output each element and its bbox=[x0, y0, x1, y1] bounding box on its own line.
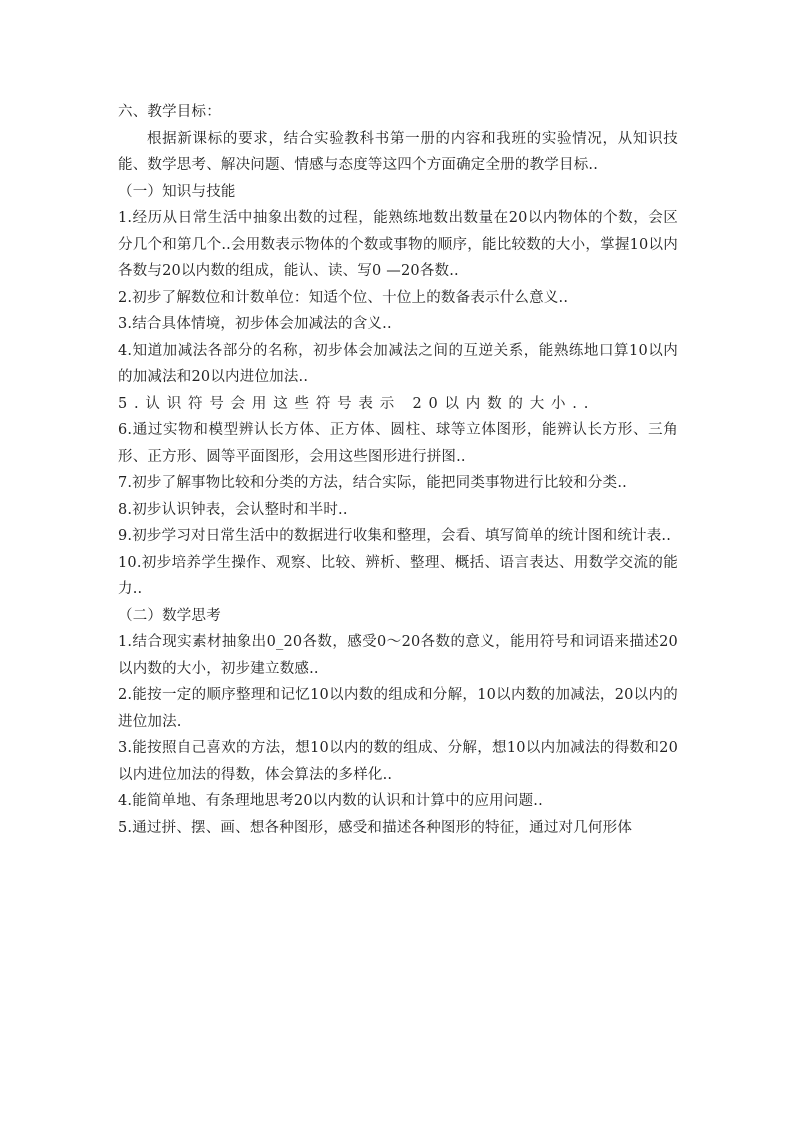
list-item: 4.能简单地、有条理地思考20以内数的认识和计算中的应用问题.. bbox=[118, 793, 543, 809]
document-body bbox=[118, 99, 678, 841]
list-item: 7.初步了解事物比较和分类的方法，结合实际，能把同类事物进行比较和分类.. bbox=[118, 475, 627, 491]
list-item: 10.初步培养学生操作、观察、比较、辨析、整理、概括、语言表达、用数学交流的能力.. bbox=[118, 554, 678, 597]
list-item: 1.结合现实素材抽象出0_20各数，感受0～20各数的意义，能用符号和词语来描述20以内数的大小，初步建立数感.. bbox=[118, 634, 678, 677]
list-item: 3.能按照自己喜欢的方法，想10以内的数的组成、分解，想10以内加减法的得数和20以内进位加法的得数，体会算法的多样化.. bbox=[118, 740, 678, 783]
list-item: 5.通过拼、摆、画、想各种图形，感受和描述各种图形的特征，通过对几何形体 bbox=[118, 819, 633, 836]
list-item: 3.结合具体情境，初步体会加减法的含义.. bbox=[118, 316, 392, 332]
list-item: 8.初步认识钟表，会认整时和半时.. bbox=[118, 501, 348, 518]
list-item: 2.能按一定的顺序整理和记忆10以内数的组成和分解，10以内数的加减法，20以内的进位加法. bbox=[118, 687, 678, 730]
list-item: 2.初步了解数位和计数单位：知适个位、十位上的数备表示什么意义.. bbox=[118, 289, 569, 306]
section-heading: 六、教学目标： bbox=[118, 104, 221, 120]
intro-paragraph: 根据新课标的要求，结合实验教科书第一册的内容和我班的实验情况，从知识技能、数学思考、解决问题、情感与态度等这四个方面确定全册的教学目标.. bbox=[118, 130, 678, 173]
list-item: 6.通过实物和模型辨认长方体、正方体、圆柱、球等立体图形，能辨认长方形、三角形、正方形、圆等平面图形，会用这些图形进行拼图.. bbox=[118, 422, 678, 465]
list-item: 4.知道加减法各部分的名称，初步体会加减法之间的互逆关系，能熟练地口算10以内的加减法和20以内进位加法.. bbox=[118, 342, 678, 385]
subsection-title-thinking: （二）数学思考 bbox=[118, 607, 221, 624]
list-item: 9.初步学习对日常生活中的数据进行收集和整理，会看、填写简单的统计图和统计表.. bbox=[118, 528, 672, 544]
subsection-title-knowledge: （一）知识与技能 bbox=[118, 183, 236, 200]
list-item: 1.经历从日常生活中抽象出数的过程，能熟练地数出数量在20以内物体的个数，会区分几个和第几个..会用数表示物体的个数或事物的顺序，能比较数的大小，掌握10以内各数与20以内数的组成，能认、读、写0 —20各数.. bbox=[118, 210, 678, 279]
list-item: 5.认识符号会用这些符号表示 20以内数的大小.. bbox=[118, 395, 596, 412]
